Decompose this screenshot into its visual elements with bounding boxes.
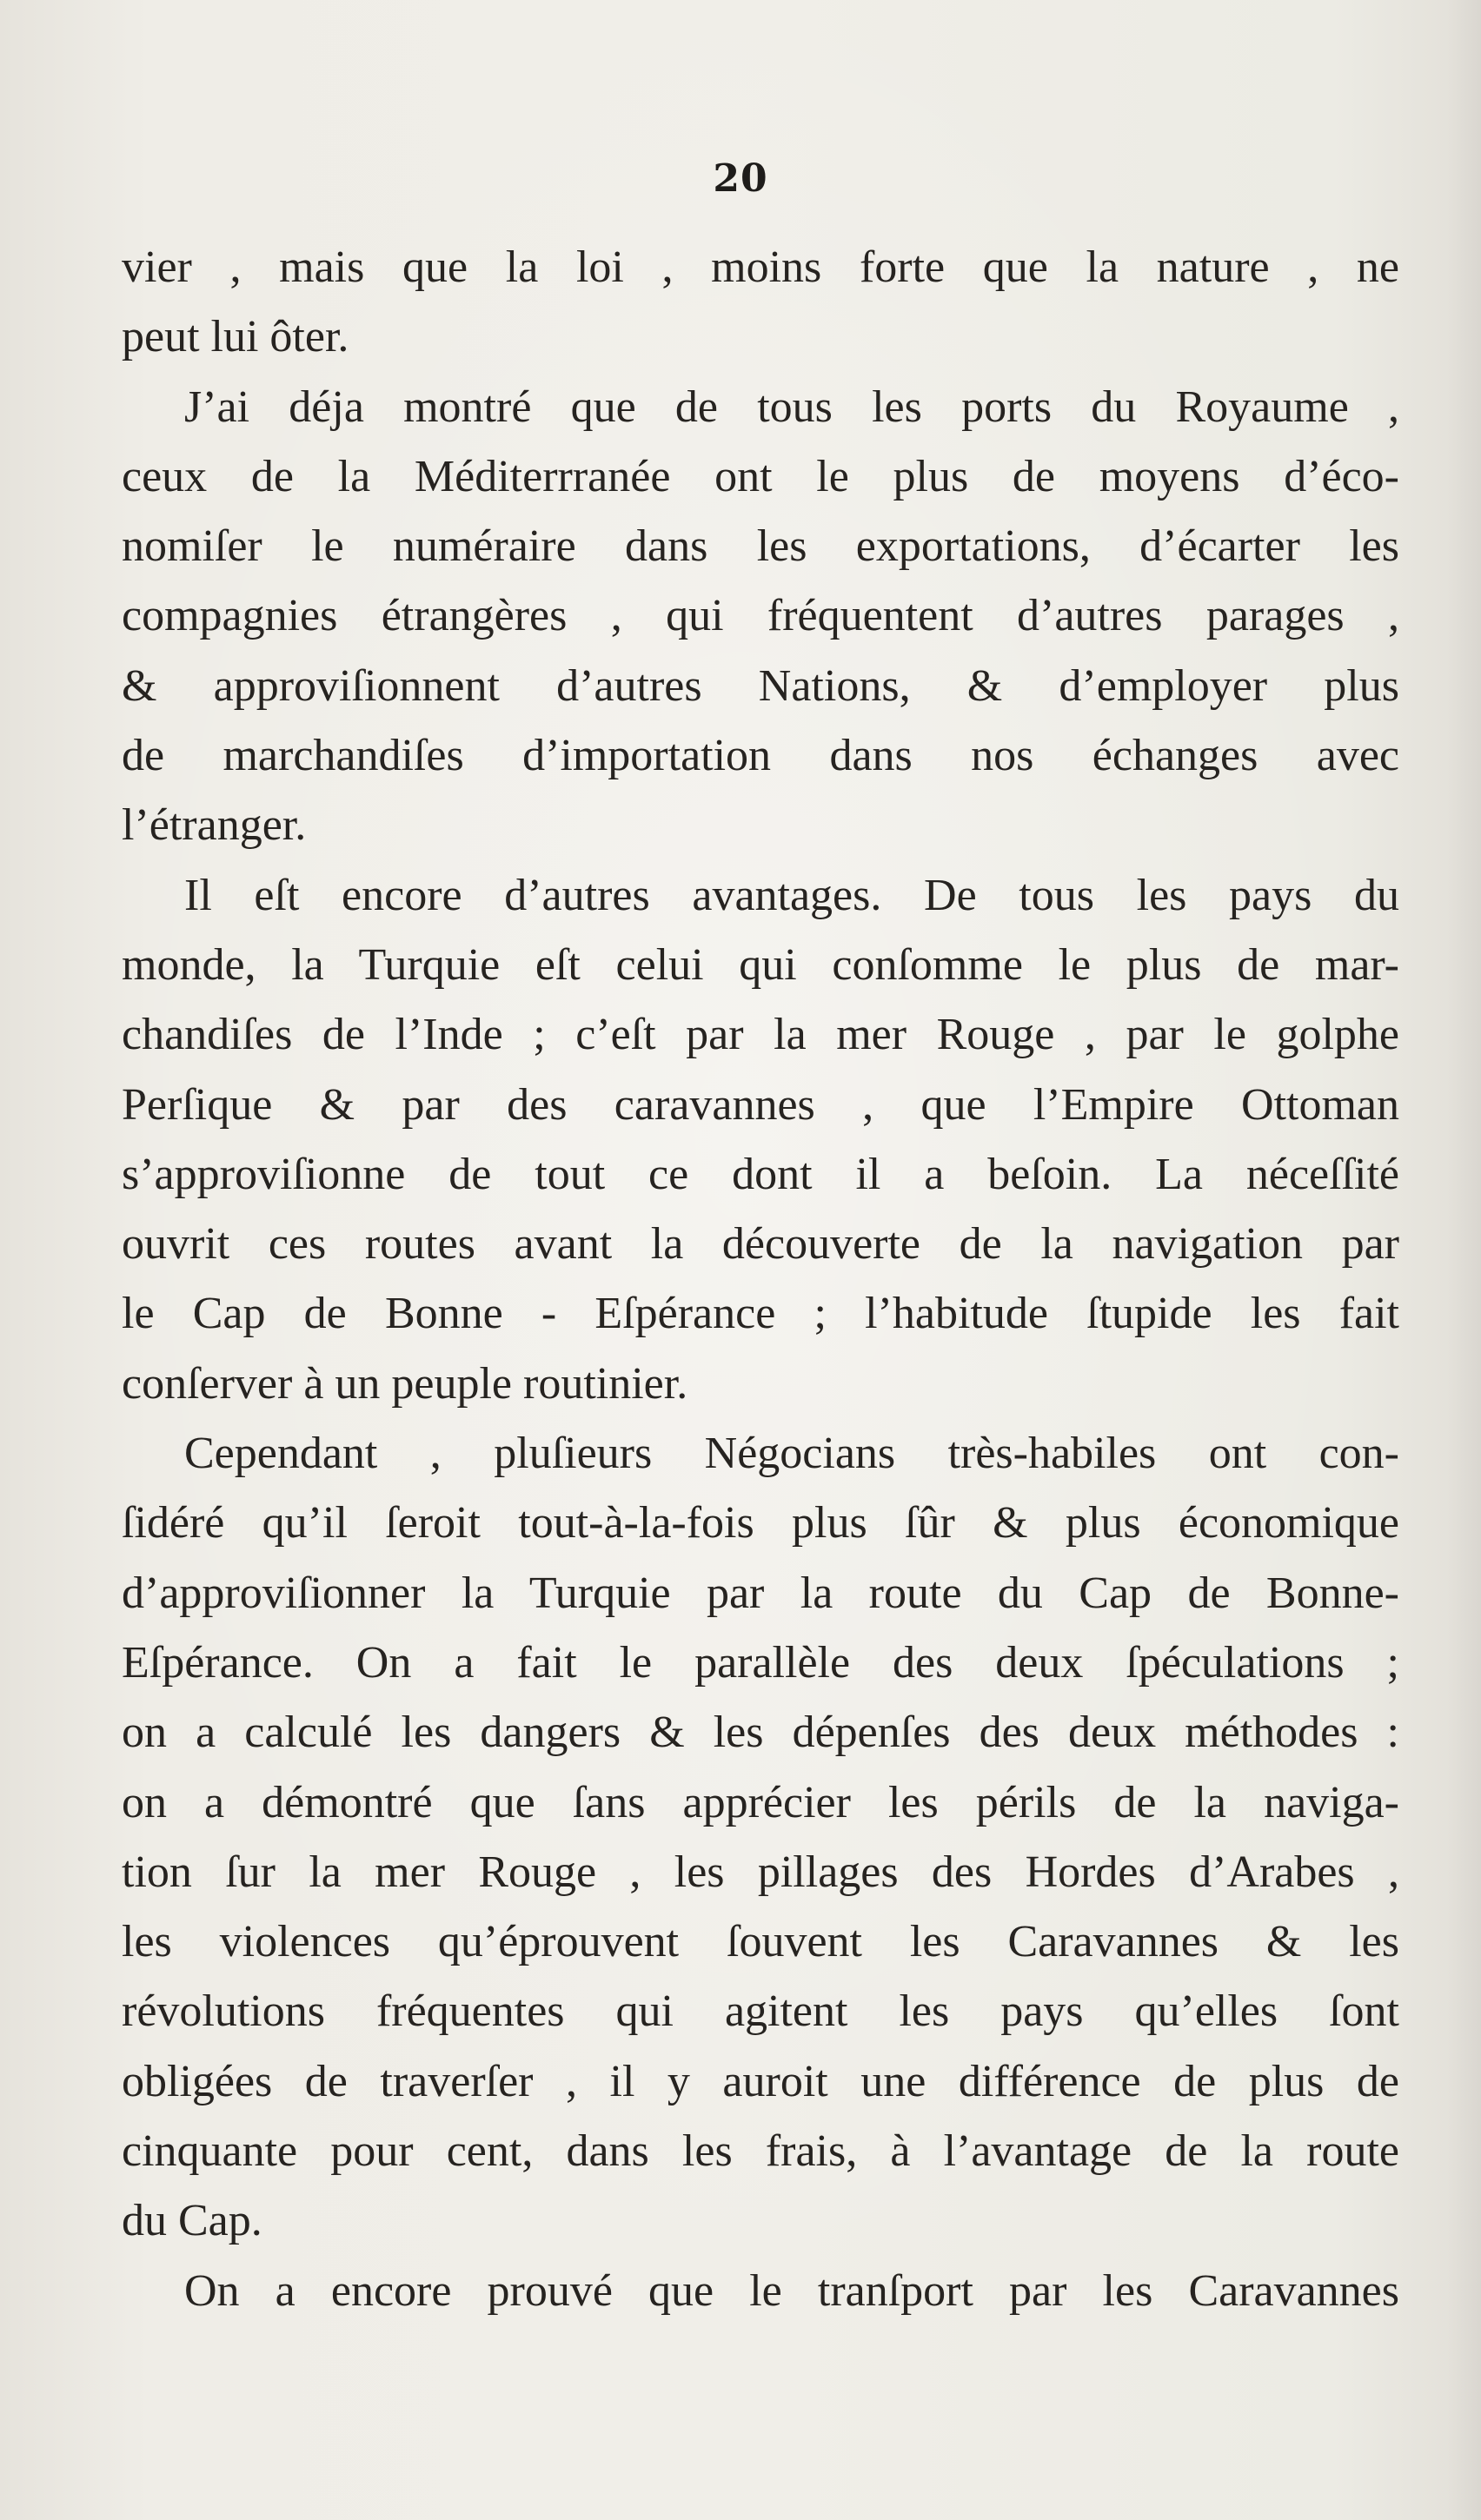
text-line: l’étranger. (122, 800, 307, 851)
page-number: 20 (713, 156, 768, 201)
text-line: monde, la Turquie eſt celui qui conſomme le plus de mar- (122, 939, 1399, 990)
text-line: conſerver à un peuple routinier. (122, 1358, 688, 1409)
text-line: nomiſer le numéraire dans les exportations, d’écarter les (122, 521, 1399, 572)
body-text (122, 233, 1399, 2326)
text-line: on a démontré que ſans apprécier les périls de la naviga- (122, 1777, 1399, 1827)
text-line: chandiſes de l’Inde ; c’eſt par la mer Rouge , par le golphe (122, 1010, 1399, 1060)
text-line: compagnies étrangères , qui fréquentent d’autres parages , (122, 591, 1399, 641)
text-line: on a calculé les dangers & les dépenſes des deux méthodes : (122, 1708, 1399, 1758)
text-line: ſidéré qu’il ſeroit tout-à-la-fois plus ſûr & plus économique (122, 1498, 1399, 1548)
text-line: On a encore prouvé que le tranſport par les Caravannes (184, 2265, 1399, 2316)
text-line: vier , mais que la loi , moins forte que la nature , ne (122, 242, 1399, 292)
text-line: Perſique & par des caravannes , que l’Empire Ottoman (122, 1079, 1399, 1130)
text-line: du Cap. (122, 2196, 262, 2246)
text-line: révolutions fréquentes qui agitent les pays qu’elles ſont (122, 1986, 1399, 2037)
text-line: d’approviſionner la Turquie par la route du Cap de Bonne- (122, 1568, 1399, 1618)
page-edge-shadow (1446, 0, 1481, 2520)
text-line: le Cap de Bonne - Eſpérance ; l’habitude ſtupide les fait (122, 1289, 1399, 1339)
text-line: Eſpérance. On a fait le parallèle des deux ſpéculations ; (122, 1637, 1399, 1688)
text-line: ceux de la Méditerrranée ont le plus de moyens d’éco- (122, 451, 1399, 501)
text-line: & approviſionnent d’autres Nations, & d’employer plus (122, 660, 1399, 711)
text-line: Cependant , pluſieurs Négocians très-habiles ont con- (184, 1429, 1399, 1479)
text-line: J’ai déja montré que de tous les ports du Royaume , (184, 381, 1399, 432)
text-line: Il eſt encore d’autres avantages. De tous les pays du (184, 870, 1399, 920)
text-line: de marchandiſes d’importation dans nos échanges avec (122, 731, 1399, 781)
text-line: s’approviſionne de tout ce dont il a beſoin. La néceſſité (122, 1149, 1399, 1199)
text-line: peut lui ôter. (122, 312, 349, 362)
text-line: cinquante pour cent, dans les frais, à l’avantage de la route (122, 2126, 1399, 2177)
text-line: obligées de traverſer , il y auroit une différence de plus de (122, 2056, 1399, 2106)
text-line: tion ſur la mer Rouge , les pillages des Hordes d’Arabes , (122, 1847, 1399, 1897)
text-line: ouvrit ces routes avant la découverte de la navigation par (122, 1219, 1399, 1270)
text-line: les violences qu’éprouvent ſouvent les Caravannes & les (122, 1917, 1399, 1967)
